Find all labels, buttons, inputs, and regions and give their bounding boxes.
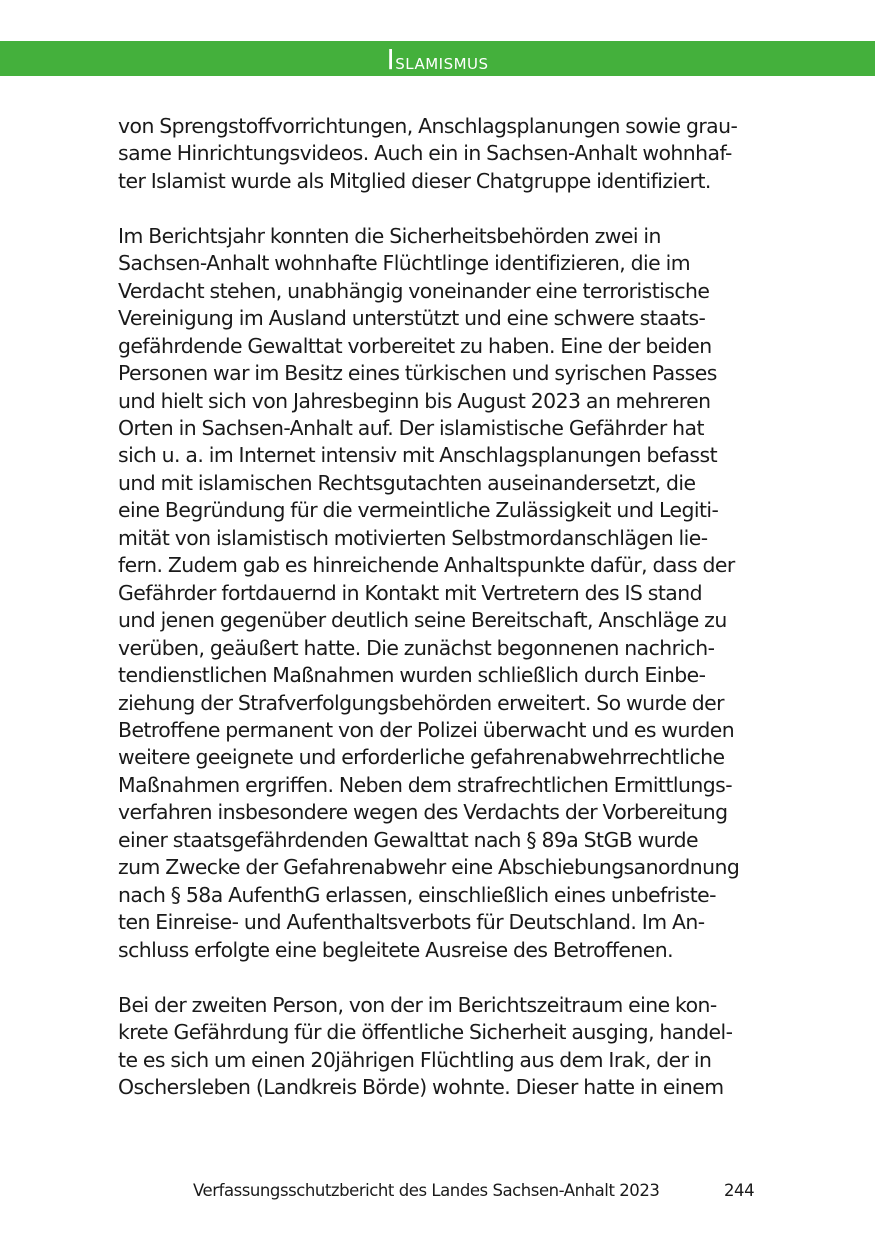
section-title-rest: slamismus (395, 49, 489, 75)
text-line: Im Berichtsjahr konnten die Sicherheitsbehörden zwei in (118, 223, 661, 248)
text-line: und jenen gegenüber deutlich seine Bereitschaft, Anschläge zu (118, 608, 727, 633)
text-line: te es sich um einen 20jährigen Flüchtling aus dem Irak, der in (118, 1047, 712, 1072)
text-line: Betroffene permanent von der Polizei überwacht und es wurden (118, 718, 735, 743)
paragraph-2 (118, 223, 758, 964)
text-line: Verdacht stehen, unabhängig voneinander eine terroristische (118, 278, 710, 303)
text-line: Sachsen-Anhalt wohnhafte Flüchtlinge identifizieren, die im (118, 251, 691, 276)
text-line: sich u. a. im Internet intensiv mit Anschlagsplanungen befasst (118, 443, 718, 468)
text-line: verüben, geäußert hatte. Die zunächst begonnenen nachrich- (118, 635, 715, 660)
page-number: 244 (724, 1181, 755, 1200)
text-line: Oschersleben (Landkreis Börde) wohnte. Dieser hatte in einem (118, 1074, 724, 1099)
text-line: von Sprengstoffvorrichtungen, Anschlagsplanungen sowie grau- (118, 114, 738, 138)
text-line: Maßnahmen ergriffen. Neben dem strafrechtlichen Ermittlungs- (118, 772, 733, 797)
paragraph-1 (118, 113, 758, 195)
text-line: schluss erfolgte eine begleitete Ausreise des Betroffenen. (118, 937, 674, 962)
text-line: zum Zwecke der Gefahrenabwehr eine Abschiebungsanordnung (118, 855, 740, 880)
body-text (118, 113, 758, 1129)
text-line: einer staatsgefährdenden Gewalttat nach § 89a StGB wurde (118, 827, 698, 852)
text-line: gefährdende Gewalttat vorbereitet zu haben. Eine der beiden (118, 333, 712, 358)
page-footer (0, 1181, 875, 1207)
text-line: fern. Zudem gab es hinreichende Anhaltspunkte dafür, dass der (118, 553, 735, 578)
text-line: mität von islamistisch motivierten Selbstmordanschlägen lie- (118, 525, 708, 550)
text-line: und hielt sich von Jahresbeginn bis August 2023 an mehreren (118, 388, 711, 413)
text-line: same Hinrichtungsvideos. Auch ein in Sachsen-Anhalt wohnhaf- (118, 141, 732, 166)
paragraph-3 (118, 992, 758, 1102)
text-line: eine Begründung für die vermeintliche Zulässigkeit und Legiti- (118, 498, 719, 523)
section-title (386, 44, 488, 74)
publication-title: Verfassungsschutzbericht des Landes Sachsen-Anhalt 2023 (193, 1181, 660, 1200)
text-line: Vereinigung im Ausland unterstützt und eine schwere staats- (118, 306, 706, 331)
section-header-bar (0, 41, 875, 76)
text-line: tendienstlichen Maßnahmen wurden schließlich durch Einbe- (118, 663, 706, 688)
text-line: Gefährder fortdauernd in Kontakt mit Vertretern des IS stand (118, 580, 702, 605)
text-line: und mit islamischen Rechtsgutachten auseinandersetzt, die (118, 470, 696, 495)
text-line: ziehung der Strafverfolgungsbehörden erweitert. So wurde der (118, 690, 724, 715)
text-line: ten Einreise- und Aufenthaltsverbots für Deutschland. Im An- (118, 910, 705, 935)
section-title-initial: I (386, 42, 396, 76)
text-line: Personen war im Besitz eines türkischen und syrischen Passes (118, 361, 717, 386)
text-line: nach § 58a AufenthG erlassen, einschließlich eines unbefriste- (118, 882, 716, 907)
text-line: Bei der zweiten Person, von der im Berichtszeitraum eine kon- (118, 992, 717, 1017)
text-line: krete Gefährdung für die öffentliche Sicherheit ausging, handel- (118, 1020, 733, 1045)
text-line: verfahren insbesondere wegen des Verdachts der Vorbereitung (118, 800, 728, 825)
text-line: weitere geeignete und erforderliche gefahrenabwehrrechtliche (118, 745, 725, 770)
text-line: ter Islamist wurde als Mitglied dieser Chatgruppe identifiziert. (118, 168, 711, 193)
text-line: Orten in Sachsen-Anhalt auf. Der islamistische Gefährder hat (118, 416, 704, 441)
